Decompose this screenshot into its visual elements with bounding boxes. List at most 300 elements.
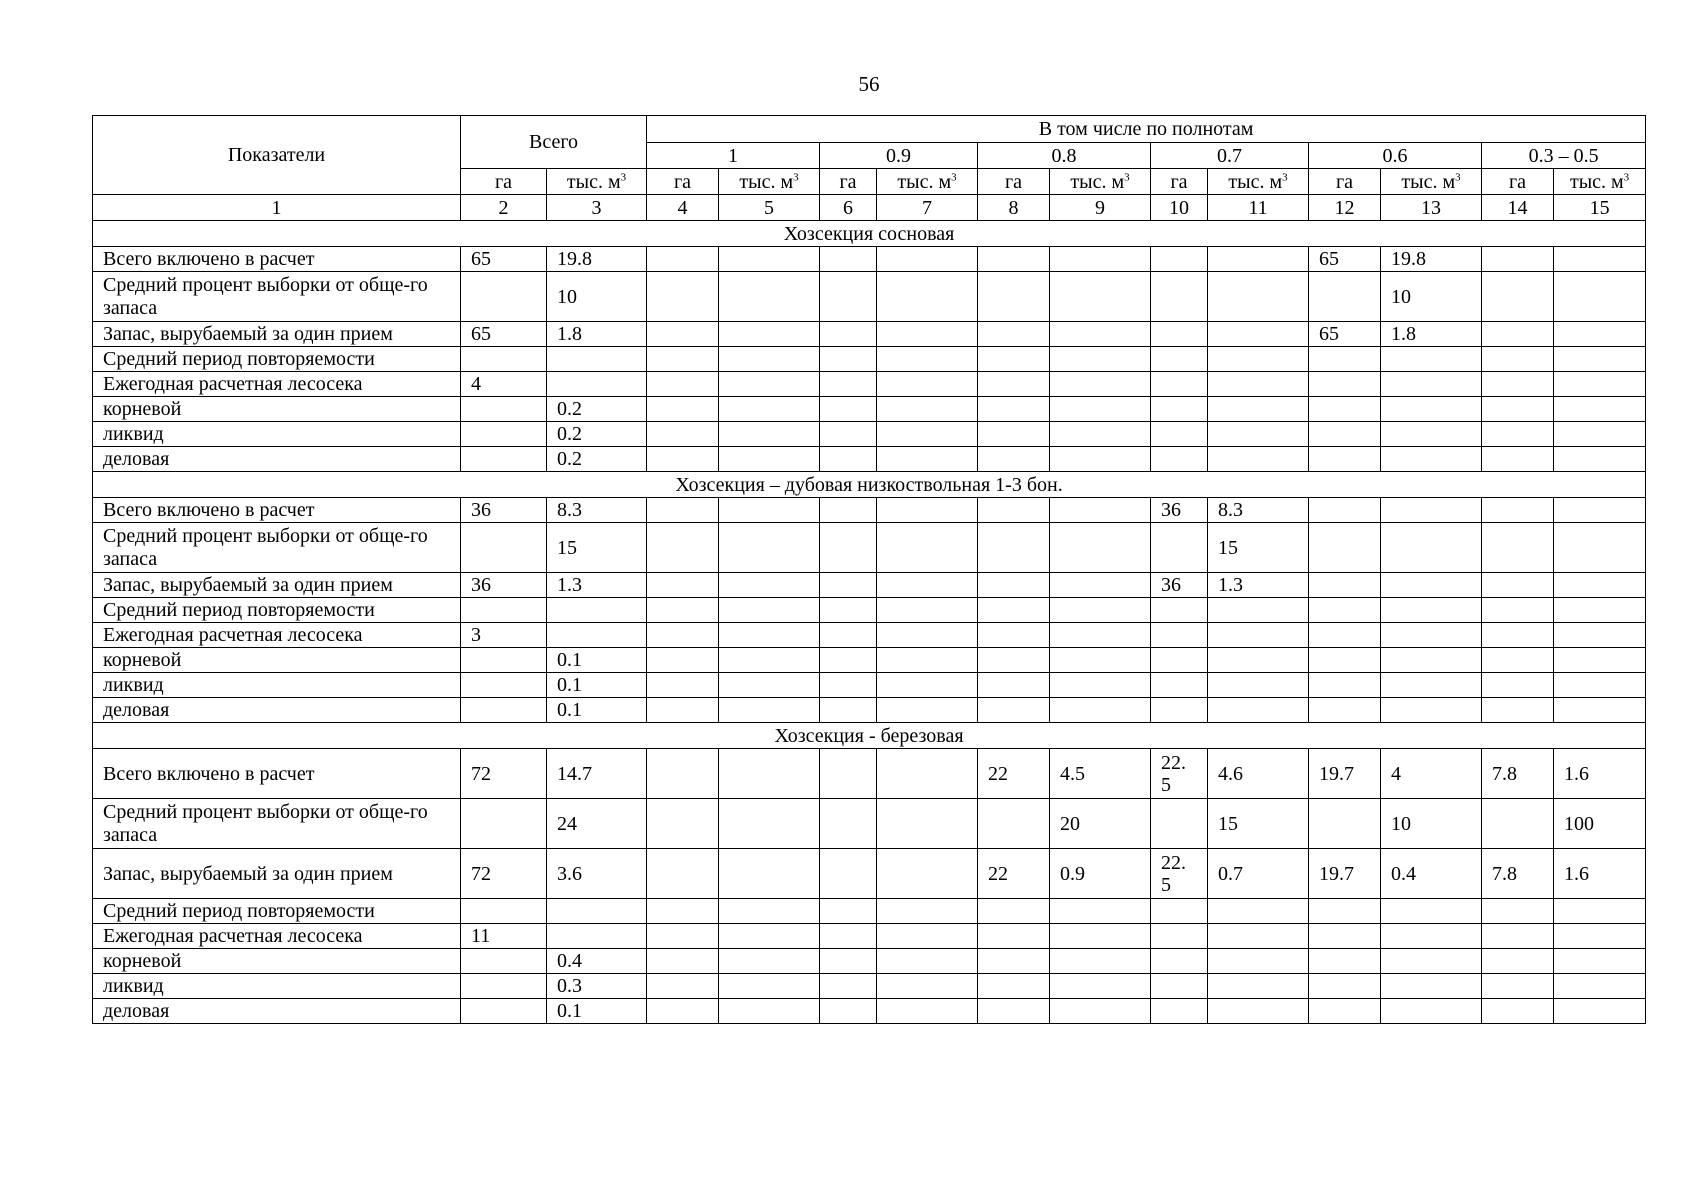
unit-ha: га bbox=[647, 169, 719, 195]
table-row bbox=[93, 899, 1646, 924]
table-cell bbox=[820, 749, 877, 799]
table-cell bbox=[1381, 924, 1482, 949]
table-cell bbox=[978, 698, 1050, 723]
table-cell bbox=[719, 422, 820, 447]
table-cell bbox=[1309, 347, 1381, 372]
table-cell bbox=[820, 849, 877, 899]
table-cell: 22 bbox=[978, 849, 1050, 899]
table-cell bbox=[1554, 498, 1646, 523]
table-cell bbox=[1482, 247, 1554, 272]
table-cell bbox=[1381, 623, 1482, 648]
table-row bbox=[93, 648, 1646, 673]
table-cell bbox=[1381, 397, 1482, 422]
table-cell bbox=[877, 322, 978, 347]
table-cell bbox=[647, 999, 719, 1024]
table-cell bbox=[1482, 974, 1554, 999]
table-cell bbox=[1554, 447, 1646, 472]
table-cell bbox=[1309, 523, 1381, 573]
table-cell bbox=[547, 372, 647, 397]
table-cell bbox=[877, 347, 978, 372]
table-cell bbox=[877, 498, 978, 523]
table-cell bbox=[461, 272, 547, 322]
table-cell bbox=[1309, 422, 1381, 447]
table-cell bbox=[1482, 447, 1554, 472]
column-number: 13 bbox=[1381, 195, 1482, 221]
table-cell bbox=[877, 623, 978, 648]
table-row bbox=[93, 924, 1646, 949]
table-cell bbox=[461, 949, 547, 974]
column-number: 15 bbox=[1554, 195, 1646, 221]
table-cell bbox=[978, 899, 1050, 924]
table-cell bbox=[719, 698, 820, 723]
table-cell bbox=[1151, 322, 1208, 347]
table-cell bbox=[1151, 523, 1208, 573]
table-cell bbox=[877, 523, 978, 573]
table-cell bbox=[820, 397, 877, 422]
row-label: Ежегодная расчетная лесосека bbox=[93, 924, 461, 949]
table-cell bbox=[1151, 924, 1208, 949]
table-cell: 1.8 bbox=[547, 322, 647, 347]
table-cell bbox=[1482, 372, 1554, 397]
table-cell bbox=[647, 322, 719, 347]
table-cell bbox=[978, 924, 1050, 949]
table-cell: 36 bbox=[1151, 573, 1208, 598]
table-cell bbox=[1151, 372, 1208, 397]
table-cell bbox=[877, 397, 978, 422]
table-cell bbox=[719, 849, 820, 899]
table-cell: 0.2 bbox=[547, 447, 647, 472]
unit-ha: га bbox=[1309, 169, 1381, 195]
table-cell: 100 bbox=[1554, 799, 1646, 849]
row-label: ликвид bbox=[93, 422, 461, 447]
table-cell bbox=[978, 573, 1050, 598]
row-label: ликвид bbox=[93, 974, 461, 999]
row-label: Средний процент выборки от обще-го запаса bbox=[93, 523, 461, 573]
table-cell bbox=[877, 949, 978, 974]
table-cell bbox=[1482, 498, 1554, 523]
table-cell bbox=[1151, 799, 1208, 849]
table-cell bbox=[1482, 573, 1554, 598]
table-cell bbox=[877, 422, 978, 447]
table-cell: 3.6 bbox=[547, 849, 647, 899]
row-label: Средний период повторяемости bbox=[93, 598, 461, 623]
table-cell bbox=[719, 447, 820, 472]
table-cell bbox=[1208, 372, 1309, 397]
table-row bbox=[93, 422, 1646, 447]
unit-thousand-m3 bbox=[1050, 169, 1151, 195]
table-cell bbox=[719, 949, 820, 974]
table-cell bbox=[820, 648, 877, 673]
table-cell bbox=[1050, 924, 1151, 949]
table-cell bbox=[547, 623, 647, 648]
table-cell bbox=[647, 698, 719, 723]
table-cell bbox=[877, 447, 978, 472]
table-cell bbox=[647, 347, 719, 372]
table-cell bbox=[1381, 999, 1482, 1024]
table-cell bbox=[1208, 673, 1309, 698]
table-cell: 0.9 bbox=[1050, 849, 1151, 899]
table-cell bbox=[1309, 498, 1381, 523]
row-label: Средний процент выборки от обще-го запаса bbox=[93, 799, 461, 849]
table-cell bbox=[719, 573, 820, 598]
table-cell bbox=[1050, 673, 1151, 698]
unit-superscript: 3 bbox=[1282, 170, 1288, 183]
table-cell bbox=[719, 799, 820, 849]
column-number: 11 bbox=[1208, 195, 1309, 221]
table-cell: 0.4 bbox=[1381, 849, 1482, 899]
table-cell bbox=[719, 247, 820, 272]
table-cell bbox=[719, 347, 820, 372]
table-cell bbox=[1482, 523, 1554, 573]
table-row bbox=[93, 322, 1646, 347]
table-cell bbox=[1208, 974, 1309, 999]
table-cell bbox=[820, 598, 877, 623]
table-cell bbox=[1381, 573, 1482, 598]
table-cell: 0.1 bbox=[547, 648, 647, 673]
table-cell bbox=[719, 498, 820, 523]
density-header: 0.7 bbox=[1151, 143, 1309, 169]
unit-thousand-m3 bbox=[877, 169, 978, 195]
table-cell bbox=[820, 899, 877, 924]
table-cell bbox=[1381, 422, 1482, 447]
table-cell bbox=[647, 498, 719, 523]
table-cell: 4.5 bbox=[1050, 749, 1151, 799]
table-cell: 0.1 bbox=[547, 673, 647, 698]
table-cell bbox=[1482, 799, 1554, 849]
table-cell bbox=[719, 598, 820, 623]
forest-harvest-table bbox=[92, 115, 1646, 1024]
table-cell bbox=[877, 999, 978, 1024]
unit-thousand-m3 bbox=[719, 169, 820, 195]
table-cell bbox=[647, 397, 719, 422]
table-cell: 15 bbox=[1208, 799, 1309, 849]
table-cell: 19.7 bbox=[1309, 849, 1381, 899]
table-cell bbox=[1050, 698, 1151, 723]
table-cell bbox=[978, 523, 1050, 573]
row-label: Всего включено в расчет bbox=[93, 247, 461, 272]
table-cell bbox=[461, 598, 547, 623]
row-label: деловая bbox=[93, 999, 461, 1024]
table-cell bbox=[877, 573, 978, 598]
table-cell bbox=[877, 247, 978, 272]
column-number: 10 bbox=[1151, 195, 1208, 221]
column-number: 2 bbox=[461, 195, 547, 221]
column-number: 12 bbox=[1309, 195, 1381, 221]
table-cell bbox=[1482, 899, 1554, 924]
table-cell bbox=[647, 974, 719, 999]
table-cell bbox=[461, 673, 547, 698]
unit-thousand-m3 bbox=[1381, 169, 1482, 195]
table-cell: 10 bbox=[1381, 272, 1482, 322]
row-label: ликвид bbox=[93, 673, 461, 698]
table-cell bbox=[1208, 347, 1309, 372]
table-cell bbox=[1208, 397, 1309, 422]
table-cell: 1.3 bbox=[547, 573, 647, 598]
table-cell bbox=[1554, 598, 1646, 623]
table-row bbox=[93, 347, 1646, 372]
table-cell bbox=[719, 974, 820, 999]
table-cell bbox=[719, 673, 820, 698]
row-label: Запас, вырубаемый за один прием bbox=[93, 322, 461, 347]
unit-ha: га bbox=[1151, 169, 1208, 195]
table-cell: 72 bbox=[461, 749, 547, 799]
table-cell: 8.3 bbox=[1208, 498, 1309, 523]
unit-text: тыс. м bbox=[1228, 170, 1283, 193]
unit-text: тыс. м bbox=[1070, 170, 1125, 193]
table-cell bbox=[1309, 924, 1381, 949]
table-cell bbox=[547, 347, 647, 372]
table-cell: 19.8 bbox=[1381, 247, 1482, 272]
table-row bbox=[93, 397, 1646, 422]
table-cell bbox=[820, 272, 877, 322]
table-cell bbox=[647, 673, 719, 698]
table-cell: 4 bbox=[461, 372, 547, 397]
table-cell bbox=[1151, 347, 1208, 372]
table-cell: 65 bbox=[1309, 247, 1381, 272]
table-cell bbox=[647, 573, 719, 598]
table-cell bbox=[820, 447, 877, 472]
table-cell bbox=[647, 949, 719, 974]
table-cell bbox=[1482, 397, 1554, 422]
table-cell bbox=[647, 422, 719, 447]
table-cell bbox=[978, 648, 1050, 673]
table-cell bbox=[820, 623, 877, 648]
table-cell bbox=[1050, 447, 1151, 472]
table-cell bbox=[1482, 698, 1554, 723]
table-row bbox=[93, 749, 1646, 799]
unit-ha: га bbox=[1482, 169, 1554, 195]
table-cell bbox=[1554, 422, 1646, 447]
table-cell bbox=[1050, 648, 1151, 673]
table-cell bbox=[1208, 422, 1309, 447]
table-cell: 8.3 bbox=[547, 498, 647, 523]
unit-ha: га bbox=[978, 169, 1050, 195]
table-cell bbox=[719, 899, 820, 924]
table-cell bbox=[820, 949, 877, 974]
row-label: деловая bbox=[93, 447, 461, 472]
row-label: Средний период повторяемости bbox=[93, 899, 461, 924]
table-cell bbox=[647, 372, 719, 397]
table-cell bbox=[1554, 322, 1646, 347]
table-row bbox=[93, 949, 1646, 974]
table-cell bbox=[1381, 372, 1482, 397]
table-cell bbox=[1554, 372, 1646, 397]
table-cell: 36 bbox=[461, 498, 547, 523]
table-cell: 65 bbox=[461, 247, 547, 272]
table-cell bbox=[1208, 623, 1309, 648]
table-cell bbox=[978, 623, 1050, 648]
table-cell bbox=[1309, 799, 1381, 849]
table-cell bbox=[1050, 322, 1151, 347]
table-cell bbox=[978, 974, 1050, 999]
table-row bbox=[93, 523, 1646, 573]
table-cell bbox=[1309, 949, 1381, 974]
table-cell bbox=[1554, 247, 1646, 272]
table-cell bbox=[1208, 598, 1309, 623]
table-cell bbox=[461, 799, 547, 849]
header-total: Всего bbox=[461, 116, 647, 169]
table-cell bbox=[1151, 673, 1208, 698]
table-cell bbox=[1482, 999, 1554, 1024]
table-row bbox=[93, 272, 1646, 322]
table-cell bbox=[1309, 272, 1381, 322]
table-cell bbox=[719, 372, 820, 397]
table-cell bbox=[1050, 397, 1151, 422]
table-cell bbox=[1381, 523, 1482, 573]
table-row bbox=[93, 372, 1646, 397]
column-number: 6 bbox=[820, 195, 877, 221]
table-cell bbox=[1482, 598, 1554, 623]
column-number: 14 bbox=[1482, 195, 1554, 221]
table-cell bbox=[877, 974, 978, 999]
table-cell bbox=[820, 523, 877, 573]
table-cell: 0.1 bbox=[547, 698, 647, 723]
table-cell bbox=[820, 799, 877, 849]
table-cell: 22. 5 bbox=[1151, 849, 1208, 899]
column-number: 7 bbox=[877, 195, 978, 221]
column-number: 9 bbox=[1050, 195, 1151, 221]
table-cell bbox=[1554, 623, 1646, 648]
table-cell bbox=[461, 698, 547, 723]
table-cell bbox=[820, 573, 877, 598]
table-cell bbox=[1381, 698, 1482, 723]
table-cell: 4.6 bbox=[1208, 749, 1309, 799]
table-cell bbox=[461, 974, 547, 999]
unit-superscript: 3 bbox=[1124, 170, 1130, 183]
table-cell bbox=[1381, 673, 1482, 698]
table-cell bbox=[1208, 999, 1309, 1024]
table-row bbox=[93, 849, 1646, 899]
table-cell bbox=[719, 397, 820, 422]
table-cell bbox=[1554, 272, 1646, 322]
density-header: 0.8 bbox=[978, 143, 1151, 169]
section-title: Хозсекция сосновая bbox=[93, 221, 1646, 247]
table-cell: 0.3 bbox=[547, 974, 647, 999]
table-cell bbox=[1482, 347, 1554, 372]
table-cell bbox=[1309, 447, 1381, 472]
density-header: 0.3 – 0.5 bbox=[1482, 143, 1646, 169]
table-row bbox=[93, 999, 1646, 1024]
header-by-density: В том числе по полнотам bbox=[647, 116, 1646, 143]
table-cell bbox=[1050, 573, 1151, 598]
table-cell bbox=[1381, 498, 1482, 523]
table-cell bbox=[461, 899, 547, 924]
table-cell bbox=[1050, 247, 1151, 272]
table-cell bbox=[820, 673, 877, 698]
table-cell bbox=[1050, 523, 1151, 573]
table-cell bbox=[1309, 673, 1381, 698]
table-cell bbox=[461, 397, 547, 422]
table-cell bbox=[1381, 447, 1482, 472]
table-cell bbox=[719, 924, 820, 949]
table-cell bbox=[1208, 247, 1309, 272]
table-cell bbox=[1554, 899, 1646, 924]
density-header: 1 bbox=[647, 143, 820, 169]
table-cell bbox=[647, 849, 719, 899]
unit-superscript: 3 bbox=[951, 170, 957, 183]
row-label: Средний период повторяемости bbox=[93, 347, 461, 372]
table-cell bbox=[877, 372, 978, 397]
table-cell bbox=[877, 849, 978, 899]
table-cell: 24 bbox=[547, 799, 647, 849]
unit-superscript: 3 bbox=[793, 170, 799, 183]
table-cell bbox=[1482, 949, 1554, 974]
table-row bbox=[93, 623, 1646, 648]
table-cell bbox=[1381, 974, 1482, 999]
unit-text: тыс. м bbox=[566, 170, 621, 193]
table-cell bbox=[647, 598, 719, 623]
table-cell: 0.4 bbox=[547, 949, 647, 974]
table-cell bbox=[647, 924, 719, 949]
table-cell bbox=[978, 999, 1050, 1024]
table-cell bbox=[1208, 447, 1309, 472]
table-row bbox=[93, 799, 1646, 849]
table-cell bbox=[461, 523, 547, 573]
table-cell bbox=[1482, 422, 1554, 447]
table-cell bbox=[978, 447, 1050, 472]
table-cell bbox=[647, 623, 719, 648]
row-label: корневой bbox=[93, 648, 461, 673]
table-cell bbox=[1381, 598, 1482, 623]
table-cell bbox=[1309, 698, 1381, 723]
row-label: Всего включено в расчет bbox=[93, 498, 461, 523]
table-cell bbox=[719, 749, 820, 799]
table-cell bbox=[1482, 924, 1554, 949]
row-label: Средний процент выборки от обще-го запаса bbox=[93, 272, 461, 322]
table-cell bbox=[461, 999, 547, 1024]
table-cell bbox=[820, 372, 877, 397]
table-cell bbox=[461, 422, 547, 447]
table-cell bbox=[1050, 422, 1151, 447]
table-cell bbox=[877, 598, 978, 623]
table-cell: 22 bbox=[978, 749, 1050, 799]
table-cell bbox=[647, 799, 719, 849]
table-cell bbox=[1554, 924, 1646, 949]
table-cell bbox=[1309, 974, 1381, 999]
table-cell bbox=[1050, 598, 1151, 623]
table-cell bbox=[1309, 999, 1381, 1024]
table-cell bbox=[1381, 648, 1482, 673]
unit-superscript: 3 bbox=[1455, 170, 1461, 183]
section-title: Хозсекция - березовая bbox=[93, 723, 1646, 749]
table-cell bbox=[1151, 247, 1208, 272]
table-cell bbox=[1309, 623, 1381, 648]
table-cell bbox=[1554, 397, 1646, 422]
table-cell bbox=[1381, 949, 1482, 974]
table-cell: 15 bbox=[547, 523, 647, 573]
table-row bbox=[93, 974, 1646, 999]
table-cell bbox=[1482, 272, 1554, 322]
row-label: Ежегодная расчетная лесосека bbox=[93, 372, 461, 397]
table-cell bbox=[1151, 272, 1208, 322]
table-cell bbox=[719, 648, 820, 673]
table-cell bbox=[461, 447, 547, 472]
unit-thousand-m3 bbox=[547, 169, 647, 195]
table-cell bbox=[877, 272, 978, 322]
row-label: деловая bbox=[93, 698, 461, 723]
table-cell bbox=[1554, 648, 1646, 673]
table-cell bbox=[647, 899, 719, 924]
table-cell: 0.2 bbox=[547, 397, 647, 422]
table-row bbox=[93, 447, 1646, 472]
table-cell bbox=[1151, 999, 1208, 1024]
table-cell bbox=[547, 899, 647, 924]
table-cell bbox=[978, 272, 1050, 322]
table-cell bbox=[820, 322, 877, 347]
table-cell bbox=[820, 999, 877, 1024]
table-cell bbox=[547, 924, 647, 949]
page-number: 56 bbox=[858, 72, 880, 96]
